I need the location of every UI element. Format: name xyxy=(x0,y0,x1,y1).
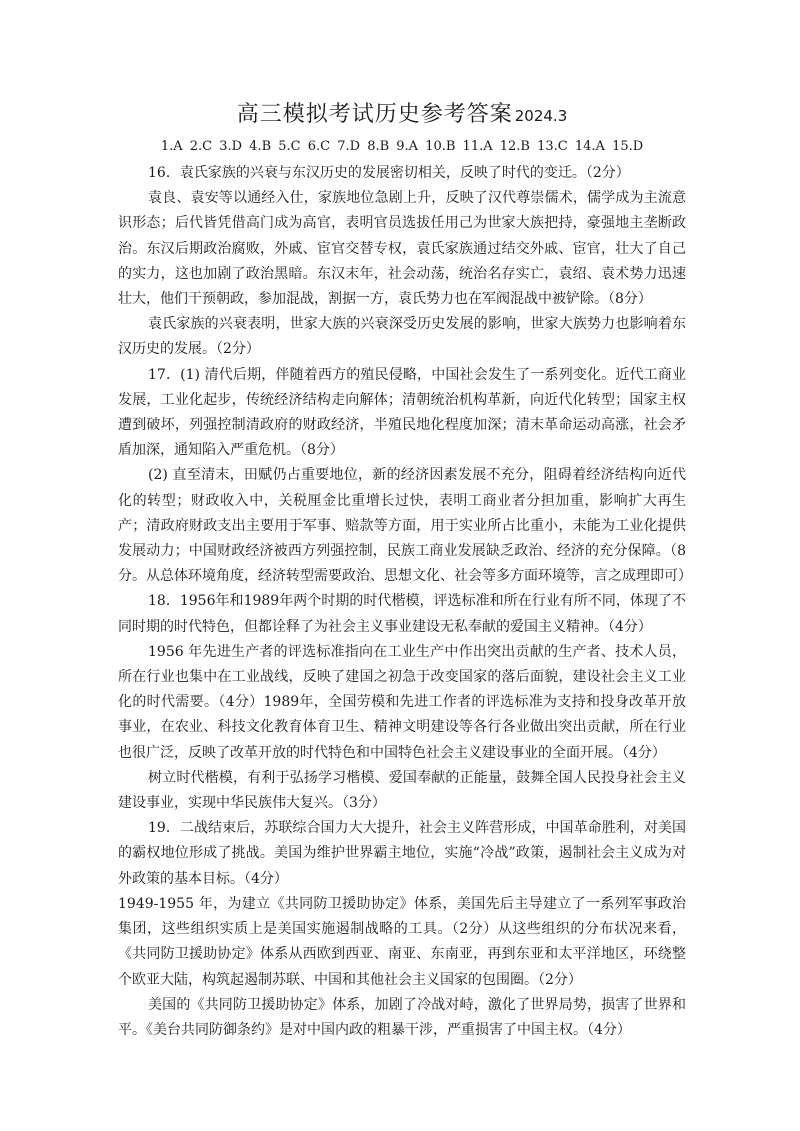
answer-sheet xyxy=(118,100,692,1043)
q18-intro: 18．1956年和1989年两个时期的时代楷模，评选标准和所在行业有所不同，体现了不同时期的时代特色，但都诠释了为社会主义事业建设无私奉献的爱国主义精神。（4分） xyxy=(118,593,686,635)
q18-body: 1956 年先进生产者的评选标准指向在工业生产中作出突出贡献的生产者、技术人员，所在行业也集中在工业战线，反映了建国之初急于改变国家的落后面貌，建设社会主义工业化的时代需要。（4分）1989年，全国劳模和先进工作者的评选标准为支持和投身改革开放事业，在农业、科技文化教育体育卫生、精神文明建设等各行各业做出突出贡献，所在行业也很广泛，反映了改革开放的时代特色和中国特色社会主义建设事业的全面开展。（4分） xyxy=(118,643,686,761)
q16-conclusion: 袁氏家族的兴衰表明，世家大族的兴衰深受历史发展的影响，世家大族势力也影响着东汉历史的发展。（2分） xyxy=(118,316,686,358)
title-year: 2024.3 xyxy=(514,107,568,125)
q16-intro: 16．袁氏家族的兴衰与东汉历史的发展密切相关，反映了时代的变迁。（2分） xyxy=(148,165,630,181)
q19-conclusion: 美国的《共同防卫援助协定》体系，加剧了冷战对峙，激化了世界局势，损害了世界和平。《美台共同防御条约》是对中国内政的粗暴干涉，严重损害了中国主权。（4分） xyxy=(118,996,686,1038)
title-row xyxy=(118,100,686,131)
q17-part2: (2) 直至清末，田赋仍占重要地位，新的经济因素发展不充分，阻碍着经济结构向近代化的转型；财政收入中，关税厘金比重增长过快，表明工商业者分担加重，影响扩大再生产；清政府财政支出主要用于军事、赔款等方面，用于实业所占比重小，未能为工业化提供发展动力；中国财政经济被西方列强控制，民族工商业发展缺乏政治、经济的充分保障。（8分。从总体环境角度，经济转型需要政治、思想文化、社会等多方面环境等，言之成理即可） xyxy=(118,467,692,585)
q17-part1: 17．(1) 清代后期，伴随着西方的殖民侵略，中国社会发生了一系列变化。近代工商业发展，工业化起步，传统经济结构走向解体；清朝统治机构革新，向近代化转型；国家主权遭到破坏，列强控制清政府的财政经济，半殖民地化程度加深；清末革命运动高涨，社会矛盾加深，通知陷入严重危机。（8分） xyxy=(118,366,686,459)
q19-body: 1949-1955 年，为建立《共同防卫援助协定》体系，美国先后主导建立了一系列军事政治集团，这些组织实质上是美国实施遏制战略的工具。（2分）从这些组织的分布状况来看，《共同防卫援助协定》体系从西欧到西亚、南亚、东南亚，再到东亚和太平洋地区，环绕整个欧亚大陆，构筑起遏制苏联、中国和其他社会主义国家的包围圈。（2分） xyxy=(118,895,686,988)
page-title: 高三模拟考试历史参考答案 xyxy=(236,102,513,127)
choice-answers: 1.A 2.C 3.D 4.B 5.C 6.C 7.D 8.B 9.A 10.B 11.A 12.B 13.C 14.A 15.D xyxy=(160,139,644,154)
q19-intro: 19．二战结束后，苏联综合国力大大提升，社会主义阵营形成，中国革命胜利，对美国的霸权地位形成了挑战。美国为维护世界霸主地位，实施“冷战”政策，遏制社会主义成为对外政策的基本目标。（4分） xyxy=(118,820,686,887)
q16-body: 袁良、袁安等以通经入仕，家族地位急剧上升，反映了汉代尊崇儒术，儒学成为主流意识形态；后代皆凭借高门成为高官，表明官员选拔任用己为世家大族把持，豪强地主垄断政治。东汉后期政治腐败，外戚、宦官交替专权，袁氏家族通过结交外戚、宦官，壮大了自己的实力，这也加剧了政治黑暗。东汉末年，社会动荡，统治名存实亡，袁绍、袁术势力迅速壮大，他们干预朝政，参加混战，割据一方，袁氏势力也在军阀混战中被铲除。（8分） xyxy=(118,190,686,308)
q18-conclusion: 树立时代楷模，有利于弘扬学习楷模、爱国奉献的正能量，鼓舞全国人民投身社会主义建设事业，实现中华民族伟大复兴。（3分） xyxy=(118,769,686,812)
